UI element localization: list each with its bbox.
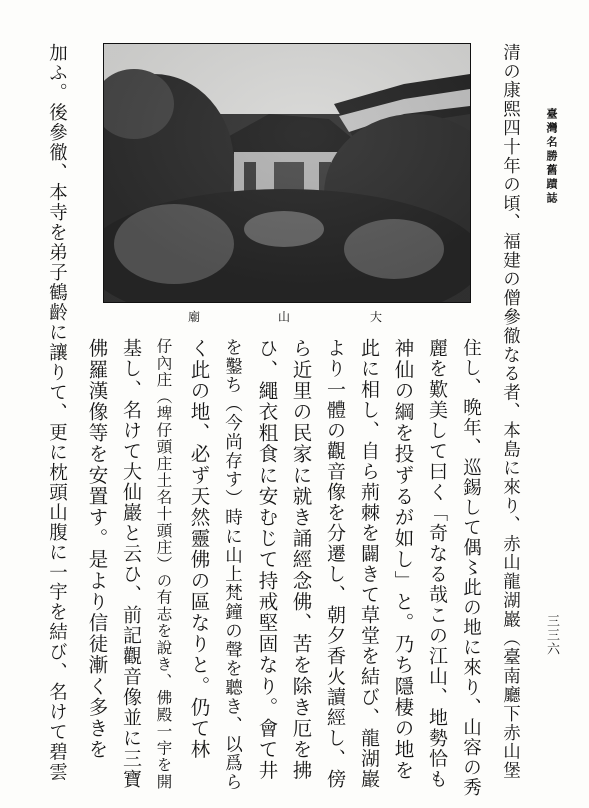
text-column: く此の地、必ず天然靈佛の區なりと。仍て林 xyxy=(187,338,211,760)
text-column: 仔內庄（埤仔頭庄土名十頭庄）の有志を說き、佛殿一宇を開 xyxy=(154,338,173,790)
text-column: ら近里の民家に就き誦經念佛、苦を除き厄を拂 xyxy=(289,338,313,782)
caption-char: 廟 xyxy=(188,310,201,324)
caption-char: 山 xyxy=(278,310,291,324)
text-column: 住し、晩年、巡錫して偶〻此の地に來り、山容の秀 xyxy=(460,338,482,798)
text-column: を鑿ち（今尚存す）時に山上梵鐘の聲を聽き、以爲ら xyxy=(222,338,243,792)
page-number: 三三六 xyxy=(544,614,559,656)
text-column: より一體の觀音像を分遷し、朝夕香火讀經し、傍 xyxy=(324,338,346,790)
text-column: 清の康熙四十年の頃、福建の僧參徹なる者、本島に來り、赤山龍湖巖（臺南廳下赤山堡 xyxy=(500,43,521,781)
text-column: 基し、名けて大仙巖と云ひ、前記觀音像並に三寶 xyxy=(120,338,142,790)
text-column: 佛羅漢像等を安置す。是より信徒漸く多きを xyxy=(85,338,109,760)
text-column: 此に相し、自ら荊棘を闢きて草堂を結び、龍湖巖 xyxy=(358,338,380,790)
temple-photo-art xyxy=(104,44,470,302)
text-column: ひ、繩衣粗食に安むじて持戒堅固なり。會て井 xyxy=(255,338,279,782)
temple-photograph xyxy=(103,43,471,303)
caption-char: 大 xyxy=(370,310,383,324)
text-column: 麗を歎美して曰く「奇なる哉この江山、地勢恰も xyxy=(426,338,448,790)
text-column: 加ふ。後參徹、本寺を弟子鶴齡に讓りて、更に枕頭山腹に一宇を結び、名けて碧雲 xyxy=(46,43,68,783)
text-column: 神仙の綱を投ずるが如し」と。乃ち隱棲の地を xyxy=(391,338,415,782)
running-header: 臺灣名勝舊蹟誌 xyxy=(545,108,558,206)
